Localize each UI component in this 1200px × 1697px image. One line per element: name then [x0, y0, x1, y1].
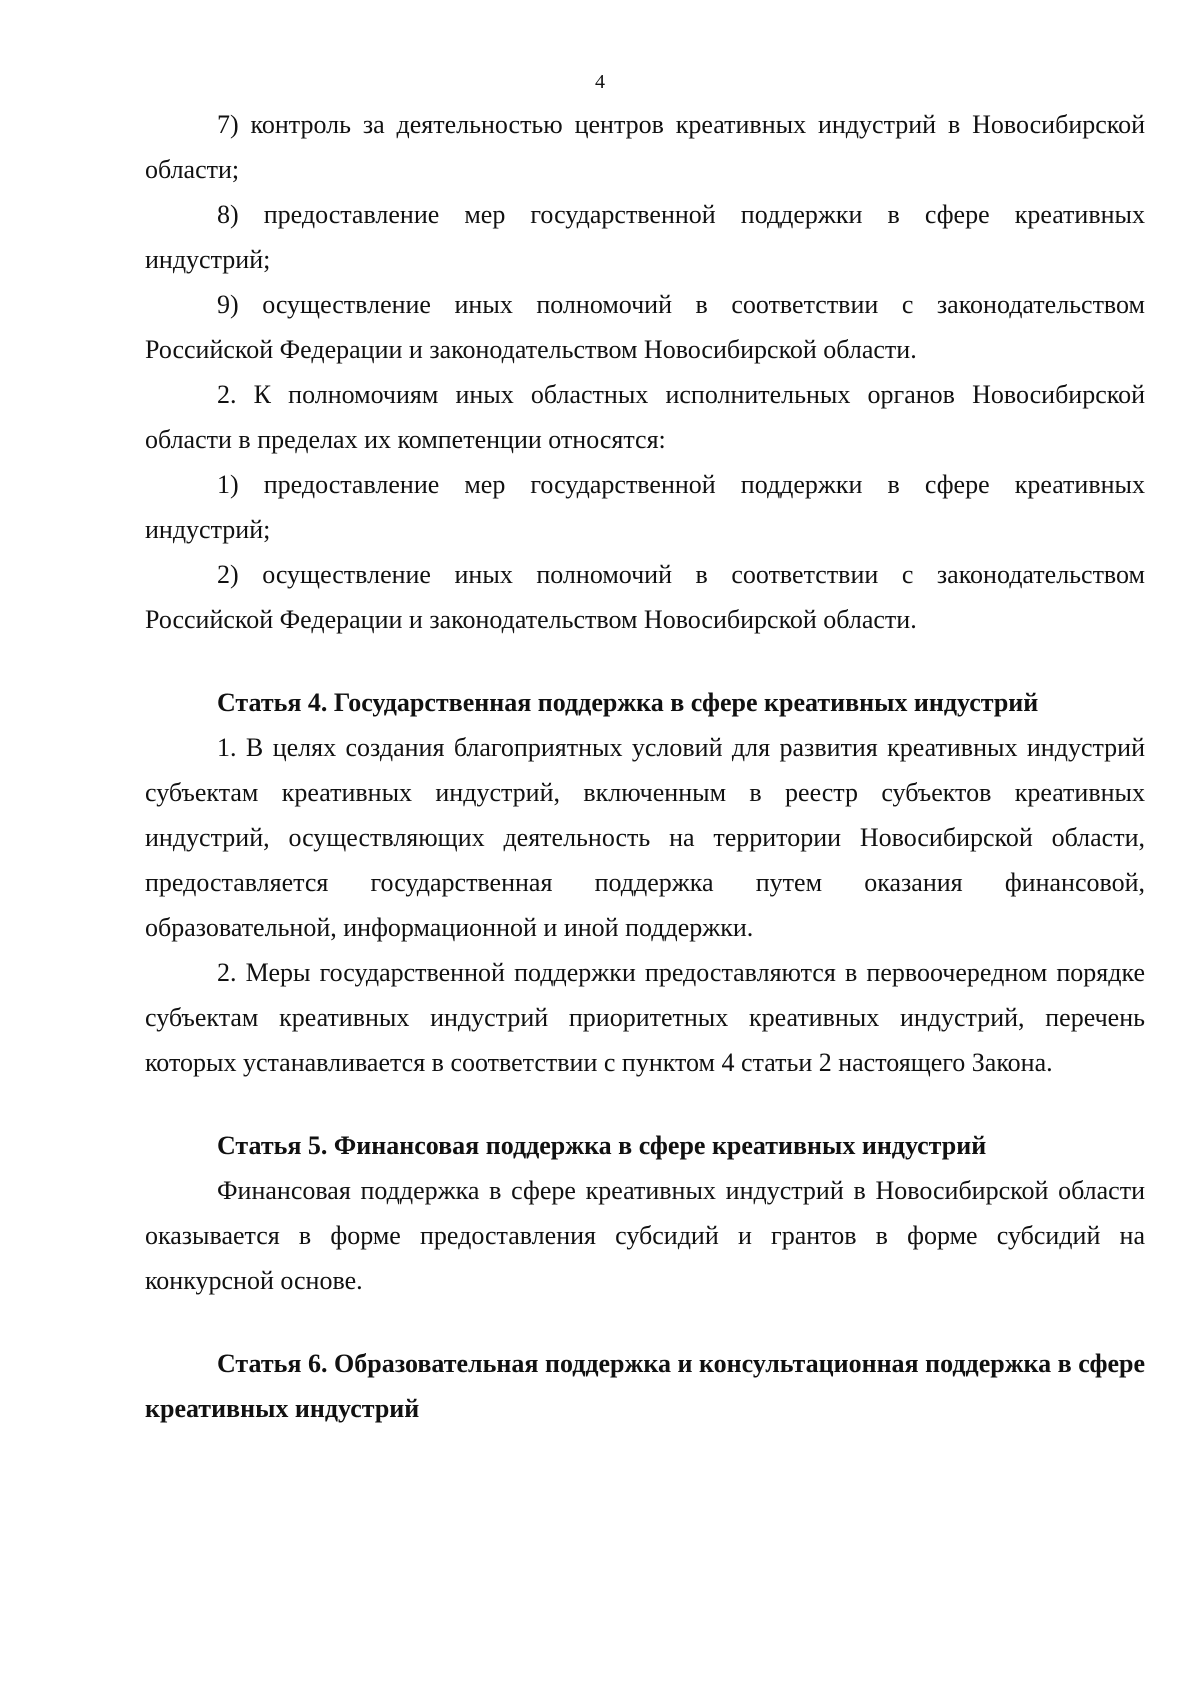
spacer: [145, 1303, 1145, 1341]
article-6-heading: Статья 6. Образовательная поддержка и консультационная поддержка в сфере креативных индустрий: [145, 1349, 1145, 1423]
paragraph-clause-2: 2. К полномочиям иных областных исполнительных органов Новосибирской области в пределах их компетенции относятся:: [145, 380, 1145, 454]
paragraph-item-8: 8) предоставление мер государственной поддержки в сфере креативных индустрий;: [145, 200, 1145, 274]
article-4-heading: Статья 4. Государственная поддержка в сфере креативных индустрий: [217, 688, 1039, 717]
paragraph-clause-2-item-1: 1) предоставление мер государственной поддержки в сфере креативных индустрий;: [145, 470, 1145, 544]
paragraph-clause-2-item-2: 2) осуществление иных полномочий в соответствии с законодательством Российской Федерации и законодательством Новосибирской области.: [145, 560, 1145, 634]
page-number: 4: [595, 71, 605, 93]
document-body: [145, 102, 1145, 1431]
paragraph-item-9: 9) осуществление иных полномочий в соответствии с законодательством Российской Федерации и законодательством Новосибирской области.: [145, 290, 1145, 364]
article-4-paragraph-2: 2. Меры государственной поддержки предоставляются в первоочередном порядке субъектам креативных индустрий приоритетных креативных индустрий, перечень которых устанавливается в соответствии с пунктом 4 статьи 2 настоящего Закона.: [145, 958, 1145, 1077]
paragraph-item-7: 7) контроль за деятельностью центров креативных индустрий в Новосибирской области;: [145, 110, 1145, 184]
article-5-paragraph-1: Финансовая поддержка в сфере креативных индустрий в Новосибирской области оказывается в форме предоставления субсидий и грантов в форме субсидий на конкурсной основе.: [145, 1176, 1145, 1295]
article-5-heading: Статья 5. Финансовая поддержка в сфере креативных индустрий: [217, 1131, 987, 1160]
spacer: [145, 642, 1145, 680]
spacer: [145, 1085, 1145, 1123]
article-4-paragraph-1: 1. В целях создания благоприятных условий для развития креативных индустрий субъектам креативных индустрий, включенным в реестр субъектов креативных индустрий, осуществляющих деятельность на территории Новосибирской области, предоставляется государственная поддержка путем оказания финансовой, образовательной, информационной и иной поддержки.: [145, 733, 1145, 942]
